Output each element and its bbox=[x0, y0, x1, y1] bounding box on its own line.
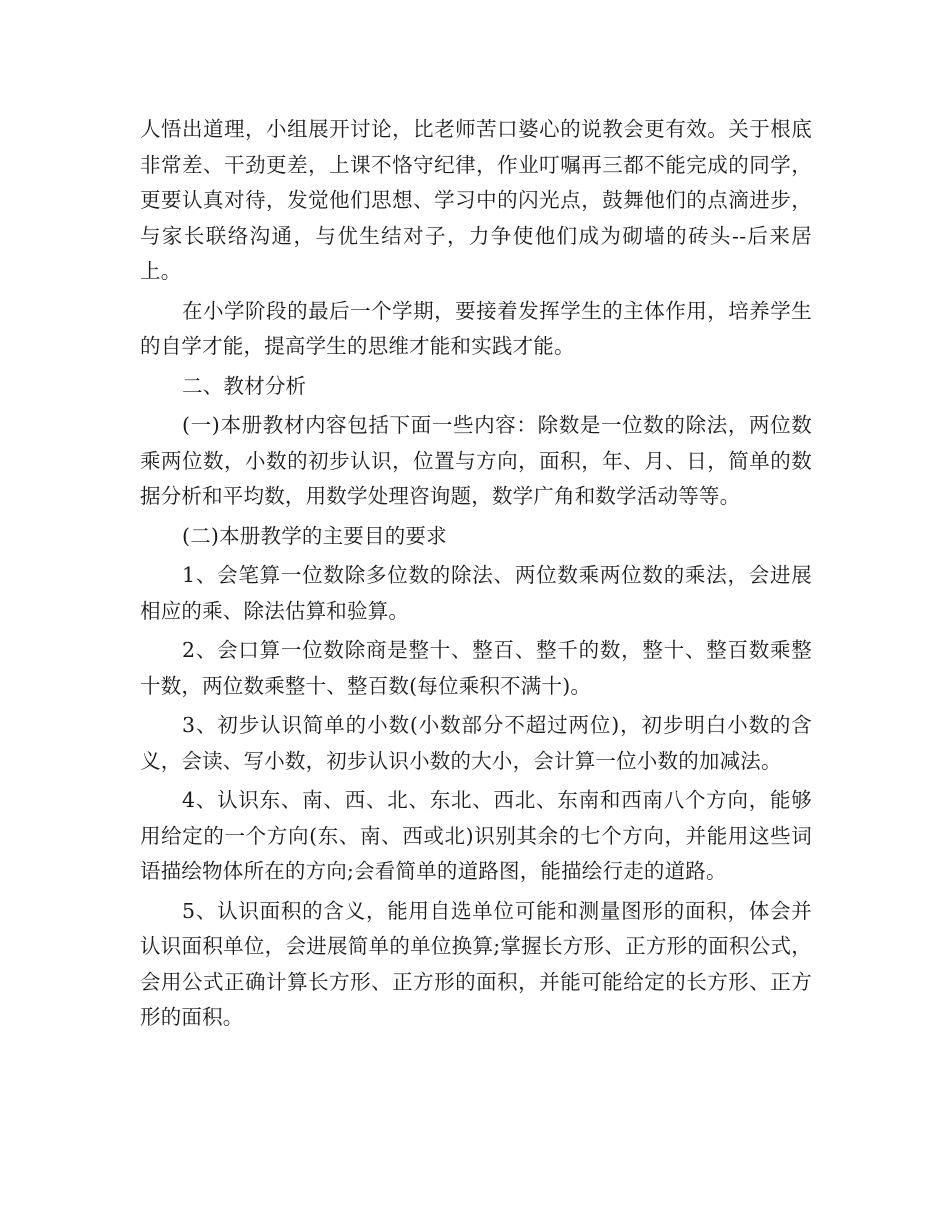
document-page bbox=[140, 112, 812, 1036]
goal-item-2: 2、会口算一位数除商是整十、整百、整千的数，整十、整百数乘整十数，两位数乘整十、整百数(每位乘积不满十)。 bbox=[140, 638, 812, 698]
goal-item-4: 4、认识东、南、西、北、东北、西北、东南和西南八个方向，能够用给定的一个方向(东、南、西或北)识别其余的七个方向，并能用这些词语描绘物体所在的方向;会看简单的道路图，能描绘行走的道路。 bbox=[140, 788, 812, 883]
goal-item-1: 1、会笔算一位数除多位数的除法、两位数乘两位数的乘法，会进展相应的乘、除法估算和验算。 bbox=[140, 563, 812, 623]
goal-item-5: 5、认识面积的含义，能用自选单位可能和测量图形的面积，体会并认识面积单位，会进展简单的单位换算;掌握长方形、正方形的面积公式，会用公式正确计算长方形、正方形的面积，并能可能给定的长方形、正方形的面积。 bbox=[140, 898, 812, 1029]
subheading-teaching-goals: (二)本册教学的主要目的要求 bbox=[182, 523, 447, 548]
goal-item-3: 3、初步认识简单的小数(小数部分不超过两位)，初步明白小数的含义，会读、写小数，初步认识小数的大小，会计算一位小数的加减法。 bbox=[140, 713, 812, 773]
paragraph-student-role: 在小学阶段的最后一个学期，要接着发挥学生的主体作用，培养学生的自学才能，提高学生的思维才能和实践才能。 bbox=[140, 298, 812, 358]
section-heading-textbook-analysis: 二、教材分析 bbox=[182, 373, 307, 398]
paragraph-contents: (一)本册教材内容包括下面一些内容：除数是一位数的除法，两位数乘两位数，小数的初步认识，位置与方向，面积，年、月、日，简单的数据分析和平均数，用数学处理咨询题，数学广角和数学活动等等。 bbox=[140, 413, 812, 508]
paragraph-continuation: 人悟出道理，小组展开讨论，比老师苦口婆心的说教会更有效。关于根底非常差、干劲更差，上课不恪守纪律，作业叮嘱再三都不能完成的同学，更要认真对待，发觉他们思想、学习中的闪光点，鼓舞他们的点滴进步，与家长联络沟通，与优生结对子，力争使他们成为砌墙的砖头--后来居上。 bbox=[140, 117, 812, 283]
